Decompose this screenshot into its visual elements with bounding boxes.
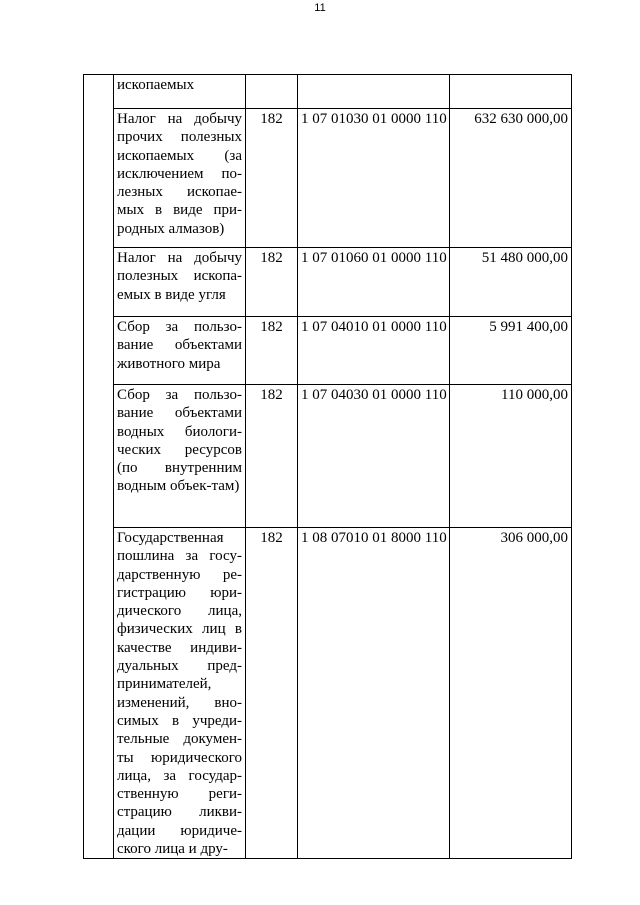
kbk-code-cell <box>298 248 450 317</box>
amount-cell <box>450 528 572 859</box>
admin-code: 182 <box>260 319 283 335</box>
table-row <box>84 528 572 859</box>
admin-code-cell <box>246 109 298 248</box>
admin-code-cell <box>246 385 298 528</box>
income-name-cell <box>114 385 246 528</box>
table-row <box>84 317 572 385</box>
amount-value: 632 630 000,00 <box>474 111 568 127</box>
income-name-cell <box>114 317 246 385</box>
amount-cell <box>450 317 572 385</box>
amount-cell <box>450 109 572 248</box>
amount-cell <box>450 75 572 109</box>
kbk-code-cell <box>298 385 450 528</box>
admin-code-cell <box>246 528 298 859</box>
admin-code: 182 <box>260 250 283 266</box>
row-number-cell <box>84 75 114 859</box>
income-name-cell <box>114 75 246 109</box>
table-row <box>84 385 572 528</box>
kbk-code: 1 07 01030 01 0000 110 <box>301 111 447 127</box>
kbk-code: 1 07 04010 01 0000 110 <box>301 319 447 335</box>
admin-code: 182 <box>260 530 283 546</box>
table-row <box>84 109 572 248</box>
amount-cell <box>450 248 572 317</box>
table-row <box>84 248 572 317</box>
admin-code-cell <box>246 248 298 317</box>
income-name-cell <box>114 528 246 859</box>
page-number: 11 <box>314 2 326 14</box>
income-name: ископаемых <box>117 77 195 93</box>
budget-revenue-table <box>83 74 572 859</box>
income-name: Сбор за пользо-вание объектами животного мира <box>117 319 242 372</box>
table-row <box>84 75 572 109</box>
income-name: Государственная пошлина за госу-дарственную ре-гистрацию юри-дического лица, физических лиц в качестве индиви-дуальных пред-принимателей, изменений, вно-симых в учреди-тельные докумен-ты юридического лица, за государ-ственную реги-страцию ликви-дации юридиче-ского лица и дру- <box>117 530 242 858</box>
amount-value: 110 000,00 <box>501 387 568 403</box>
amount-cell <box>450 385 572 528</box>
admin-code-cell <box>246 317 298 385</box>
kbk-code-cell <box>298 528 450 859</box>
kbk-code-cell <box>298 317 450 385</box>
admin-code-cell <box>246 75 298 109</box>
income-name: Налог на добычу полезных ископа-емых в виде угля <box>117 250 242 303</box>
income-name: Сбор за пользо-вание объектами водных биологи-ческих ресурсов (по внутренним водным объек-там) <box>117 387 242 495</box>
amount-value: 51 480 000,00 <box>481 250 568 266</box>
amount-value: 306 000,00 <box>500 530 568 546</box>
kbk-code-cell <box>298 109 450 248</box>
income-name-cell <box>114 248 246 317</box>
kbk-code: 1 08 07010 01 8000 110 <box>301 530 447 546</box>
admin-code: 182 <box>260 387 283 403</box>
admin-code: 182 <box>260 111 283 127</box>
kbk-code: 1 07 04030 01 0000 110 <box>301 387 447 403</box>
amount-value: 5 991 400,00 <box>489 319 568 335</box>
kbk-code: 1 07 01060 01 0000 110 <box>301 250 447 266</box>
kbk-code-cell <box>298 75 450 109</box>
income-name-cell <box>114 109 246 248</box>
income-name: Налог на добычу прочих полезных ископаемых (за исключением по-лезных ископае-мых в виде при-родных алмазов) <box>117 111 242 237</box>
